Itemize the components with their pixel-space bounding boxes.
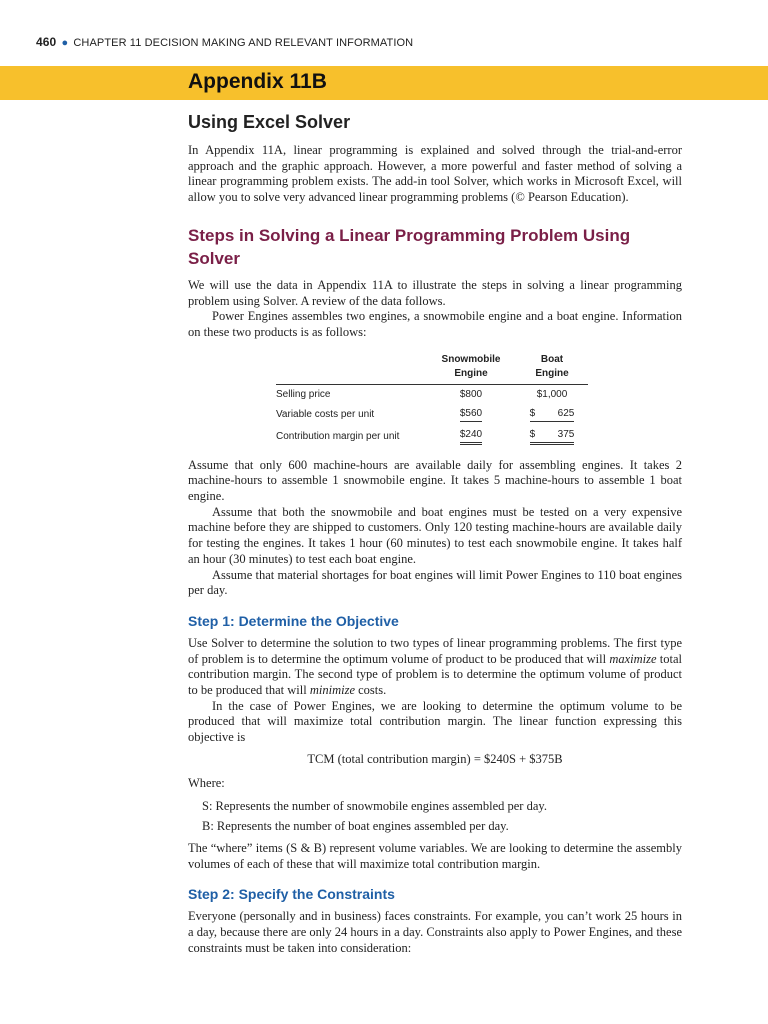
step1-paragraph-1: Use Solver to determine the solution to two types of linear programming problems. The first type of problem is to determine the optimum volume of product to be produced that will maximize total contribution margin. The second type of problem is to determine the optimum volume of product to be produced that will minimize costs. <box>188 635 682 698</box>
page-content <box>188 110 682 957</box>
assumption-2: Assume that both the snowmobile and boat engines must be tested on a very expensive machine before they are shipped to customers. Only 120 testing machine-hours are available daily for testing the engines. It takes 1 hour (60 minutes) to test each snowmobile engine. It takes half an hour (30 minutes) to test each boat engine. <box>188 504 682 566</box>
boat-value: $1,000 <box>536 388 568 400</box>
steps-paragraph-2: Power Engines assembles two engines, a snowmobile engine and a boat engine. Information on these two products is as follows: <box>188 309 682 339</box>
table-row <box>276 404 588 425</box>
table-row <box>276 384 588 404</box>
intro-paragraph: In Appendix 11A, linear programming is explained and solved through the trial-and-error approach and the graphic approach. However, a more powerful and faster method of solving a linear programming problem exists. The add-in tool Solver, which works in Microsoft Excel, will allow you to solve very advanced linear programming problems (© Pearson Education). <box>188 143 682 205</box>
definition-s: S: Represents the number of snowmobile engines assembled per day. <box>202 798 547 813</box>
col-header-boat: Boat Engine <box>516 353 588 385</box>
snowmobile-value: $240 <box>460 429 482 445</box>
table-row <box>276 425 588 448</box>
step1-paragraph-2: In the case of Power Engines, we are looking to determine the optimum volume to be produced that will maximize total contribution margin. The linear function expressing this objective is <box>188 698 682 745</box>
product-data-table <box>276 353 588 448</box>
steps-paragraph-1: We will use the data in Appendix 11A to illustrate the steps in solving a linear programming problem using Solver. A review of the data follows. <box>188 277 682 308</box>
row-label: Selling price <box>276 388 331 400</box>
row-label: Contribution margin per unit <box>276 430 400 442</box>
chapter-title: CHAPTER 11 DECISION MAKING AND RELEVANT INFORMATION <box>73 37 414 49</box>
bullet-dot-icon: ● <box>61 37 69 49</box>
section-title: Using Excel Solver <box>188 112 351 132</box>
appendix-title: Appendix 11B <box>188 70 327 93</box>
snowmobile-value: $560 <box>460 408 482 422</box>
snowmobile-value: $800 <box>459 388 483 400</box>
col-header-snowmobile: Snowmobile Engine <box>426 353 516 385</box>
running-head <box>36 35 413 49</box>
objective-formula: TCM (total contribution margin) = $240S + $375B <box>307 751 563 766</box>
assumption-3: Assume that material shortages for boat engines will limit Power Engines to 110 boat engines per day. <box>188 567 682 598</box>
definition-b: B: Represents the number of boat engines assembled per day. <box>202 819 509 834</box>
step1-heading: Step 1: Determine the Objective <box>188 612 399 629</box>
steps-heading: Steps in Solving a Linear Programming Problem Using Solver <box>188 225 631 268</box>
boat-value: $ 625 <box>530 408 575 422</box>
row-label: Variable costs per unit <box>276 408 375 420</box>
variable-definitions <box>202 799 682 835</box>
step2-heading: Step 2: Specify the Constraints <box>188 886 395 903</box>
step1-paragraph-3: The “where” items (S & B) represent volume variables. We are looking to determine the assembly volumes of each of these that will maximize total contribution margin. <box>188 840 682 871</box>
appendix-title-band <box>0 66 768 100</box>
assumption-1: Assume that only 600 machine-hours are available daily for assembling engines. It takes 2 machine-hours to assemble 1 snowmobile engine. It takes 5 machine-hours to assemble 1 boat engine. <box>188 457 682 504</box>
boat-value: $ 375 <box>530 429 575 445</box>
step2-paragraph-1: Everyone (personally and in business) faces constraints. For example, you can’t work 25 hours in a day, because there are only 24 hours in a day. Constraints also apply to Power Engines, and these constraints must be taken into consideration: <box>188 909 682 955</box>
where-label: Where: <box>188 775 225 790</box>
page-number: 460 <box>36 35 57 49</box>
